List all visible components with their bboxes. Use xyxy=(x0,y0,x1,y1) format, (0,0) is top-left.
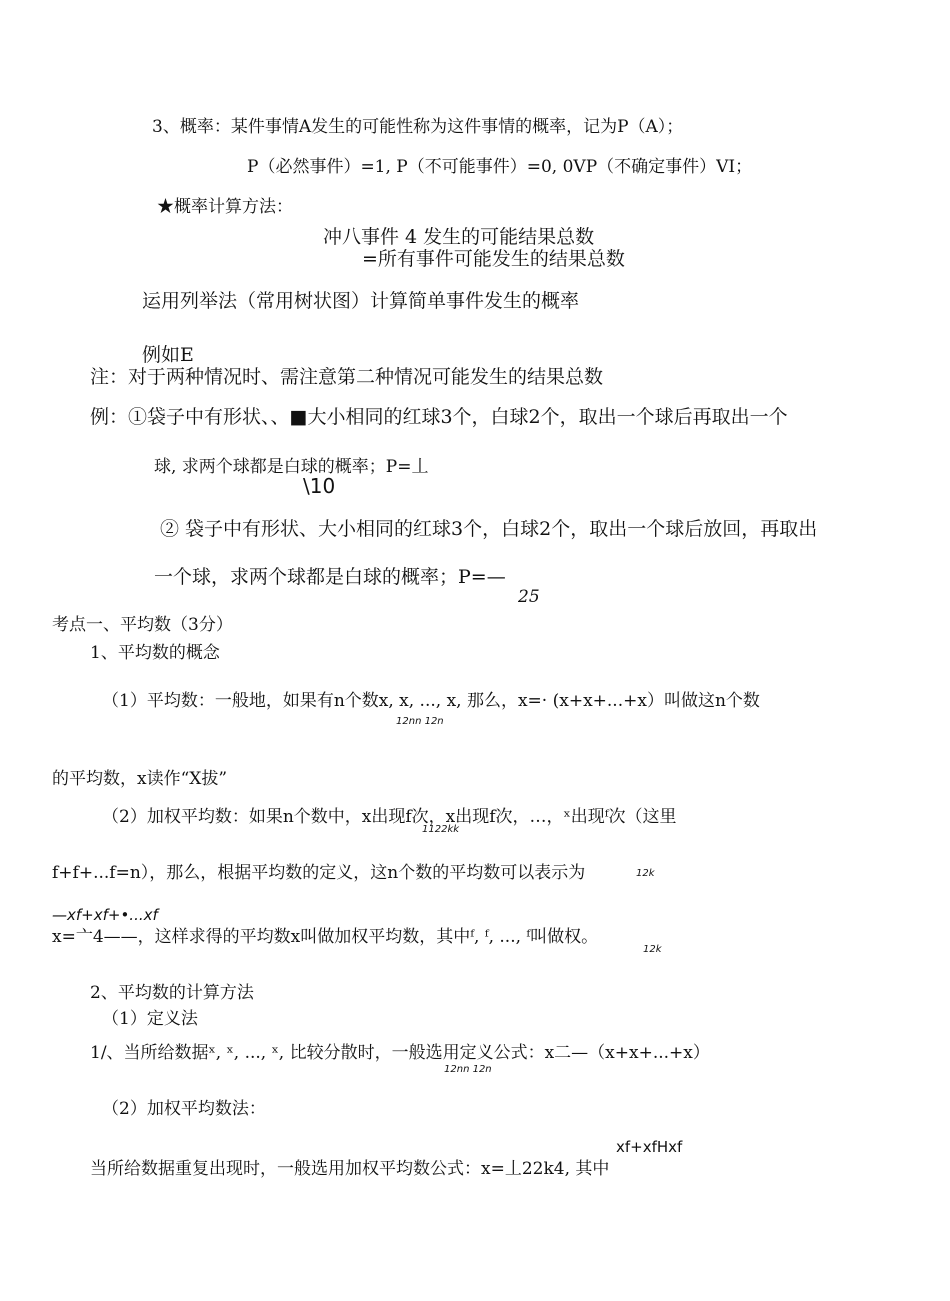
weighted-formula-numerator: —xf+xf+•...xf xyxy=(52,906,158,924)
weighted-formula-line: x=亠4——，这样求得的平均数x叫做加权平均数，其中ᶠ, ᶠ, ..., ᶠ叫做权。 xyxy=(52,927,599,947)
example-1-fraction-denominator: \10 xyxy=(303,474,336,498)
weighted-method-numerator: xf+xfHxf xyxy=(616,1138,683,1156)
section-heading-mean: 考点一、平均数（3分） xyxy=(52,615,233,635)
mean-definition-subscripts: 12nn 12n xyxy=(396,716,444,727)
weighted-mean-subscripts: 1122kk xyxy=(422,824,460,835)
probability-definition: 3、概率：某件事情A发生的可能性称为这件事情的概率，记为P（A）； xyxy=(152,117,684,137)
example-2-line-2: 一个球，求两个球都是白球的概率；P=— xyxy=(154,566,506,588)
example-1-line-1: 例：①袋子中有形状、、■大小相同的红球3个，白球2个，取出一个球后再取出一个 xyxy=(90,406,788,428)
note-line: 注：对于两种情况时、需注意第二种情况可能发生的结果总数 xyxy=(90,366,604,388)
example-2-fraction-denominator: 25 xyxy=(518,587,540,607)
definition-method-formula: 1/、当所给数据ˣ, ˣ, ..., ˣ, 比较分散时，一般选用定义公式：x二—（x+x+...+x） xyxy=(90,1043,710,1063)
weighted-mean-definition: （2）加权平均数：如果n个数中，x出现f次，x出现f次，…，ˣ出现ᶠ次（这里 xyxy=(102,807,677,827)
example-2-line-1: ② 袋子中有形状、大小相同的红球3个，白球2个，取出一个球后放回，再取出 xyxy=(160,518,818,540)
formula-numerator: 冲八事件 4 发生的可能结果总数 xyxy=(323,226,595,248)
mean-calc-heading: 2、平均数的计算方法 xyxy=(90,983,254,1003)
mean-concept-heading: 1、平均数的概念 xyxy=(90,643,220,663)
weighted-mean-condition: f+f+...f=n），那么，根据平均数的定义，这n个数的平均数可以表示为 xyxy=(52,863,586,883)
formula-denominator: =所有事件可能发生的结果总数 xyxy=(362,248,625,270)
weighted-method-formula: 当所给数据重复出现时，一般选用加权平均数公式：x=丄22k4, 其中 xyxy=(90,1159,610,1179)
definition-method-heading: （1）定义法 xyxy=(102,1009,198,1029)
calc-method-heading: ★概率计算方法： xyxy=(157,197,293,217)
probability-values: P（必然事件）=1, P（不可能事件）=0, 0VP（不确定事件）VI； xyxy=(247,157,753,177)
weights-subscript: 12k xyxy=(643,944,662,955)
enumeration-method: 运用列举法（常用树状图）计算简单事件发生的概率 xyxy=(142,290,580,312)
mean-definition: （1）平均数：一般地，如果有n个数x, x, ..., x, 那么，x=· (x+x+...+x）叫做这n个数 xyxy=(102,691,760,711)
weighted-mean-condition-subscript: 12k xyxy=(636,868,655,879)
weighted-method-heading: （2）加权平均数法： xyxy=(102,1099,266,1119)
mean-reading: 的平均数，x读作“X拔” xyxy=(52,769,228,789)
definition-method-subscripts: 12nn 12n xyxy=(444,1064,492,1075)
example-1-line-2: 球, 求两个球都是白球的概率；P=丄 xyxy=(154,457,429,477)
example-label: 例如E xyxy=(142,344,194,366)
